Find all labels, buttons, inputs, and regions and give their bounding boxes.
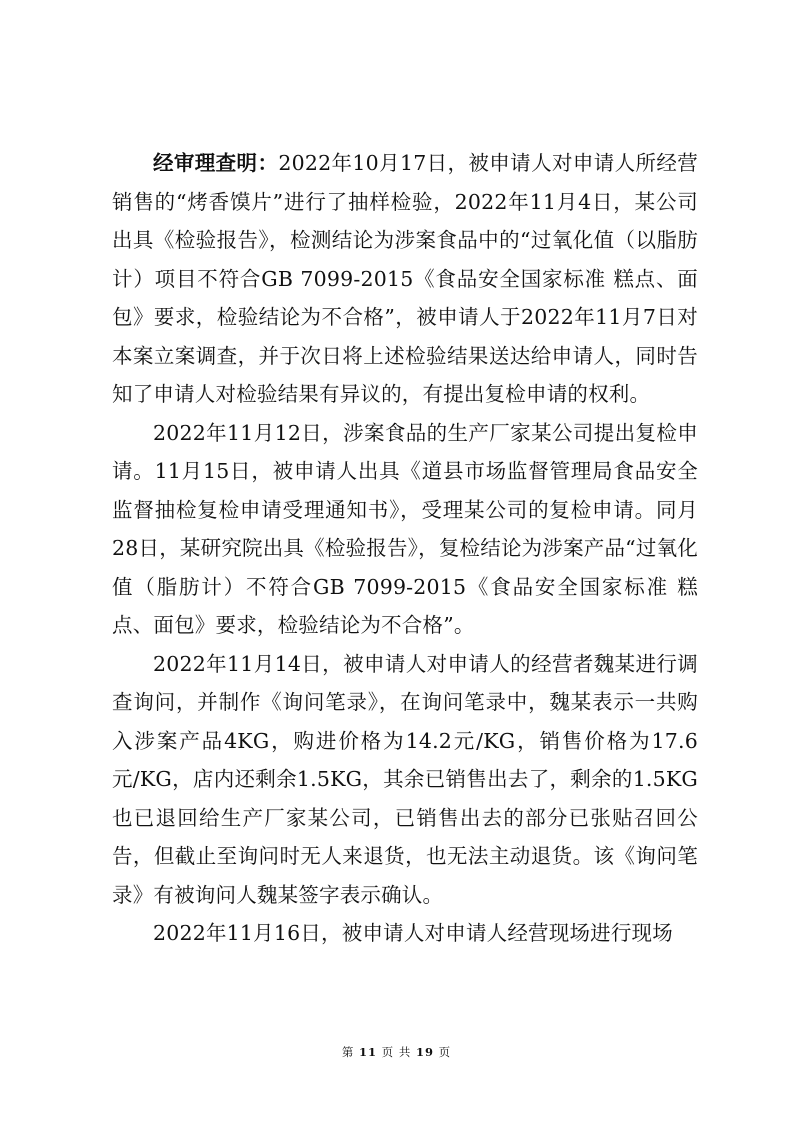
- paragraph-text: 2022年10月17日，被申请人对申请人所经营销售的“烤香馍片”进行了抽样检验，2022年11月4日，某公司出具《检验报告》，检测结论为涉案食品中的“过氧化值（以脂肪计）项目不符合GB 7099-2015《食品安全国家标准 糕点、面包》要求，检验结论为不合格”，被申请人于2022年11月7日对本案立案调查，并于次日将上述检验结果送达给申请人，同时告知了申请人对检验结果有异议的，有提出复检申请的权利。: [112, 151, 698, 406]
- total-pages-number: 19: [415, 1045, 434, 1059]
- paragraph-text: 2022年11月14日，被申请人对申请人的经营者魏某进行调查询问，并制作《询问笔录》，在询问笔录中，魏某表示一共购入涉案产品4KG，购进价格为14.2元/KG，销售价格为17.6元/KG，店内还剩余1.5KG，其余已销售出去了，剩余的1.5KG也已退回给生产厂家某公司，已销售出去的部分已张贴召回公告，但截止至询问时无人来退货，也无法主动退货。该《询问笔录》有被询问人魏某签字表示确认。: [112, 651, 698, 907]
- footer-suffix: 页: [438, 1045, 452, 1059]
- paragraph-text: 2022年11月12日，涉案食品的生产厂家某公司提出复检申请。11月15日，被申请人出具《道县市场监督管理局食品安全监督抽检复检申请受理通知书》，受理某公司的复检申请。同月28日，某研究院出具《检验报告》，复检结论为涉案产品“过氧化值（脂肪计）不符合GB 7099-2015《食品安全国家标准 糕点、面包》要求，检验结论为不合格”。: [112, 420, 698, 637]
- paragraph-text: 2022年11月16日，被申请人对申请人经营现场进行现场: [153, 921, 673, 945]
- paragraph-reinspection: [112, 414, 698, 645]
- page-footer: [0, 1044, 793, 1060]
- document-body: [112, 144, 698, 953]
- paragraph-lead: 经审理查明：: [153, 151, 279, 175]
- paragraph-findings: [112, 144, 698, 414]
- paragraph-site-inspection: [112, 914, 698, 953]
- footer-prefix: 第: [341, 1045, 355, 1059]
- paragraph-inquiry: [112, 645, 698, 915]
- footer-middle: 页 共: [381, 1045, 412, 1059]
- current-page-number: 11: [359, 1045, 378, 1059]
